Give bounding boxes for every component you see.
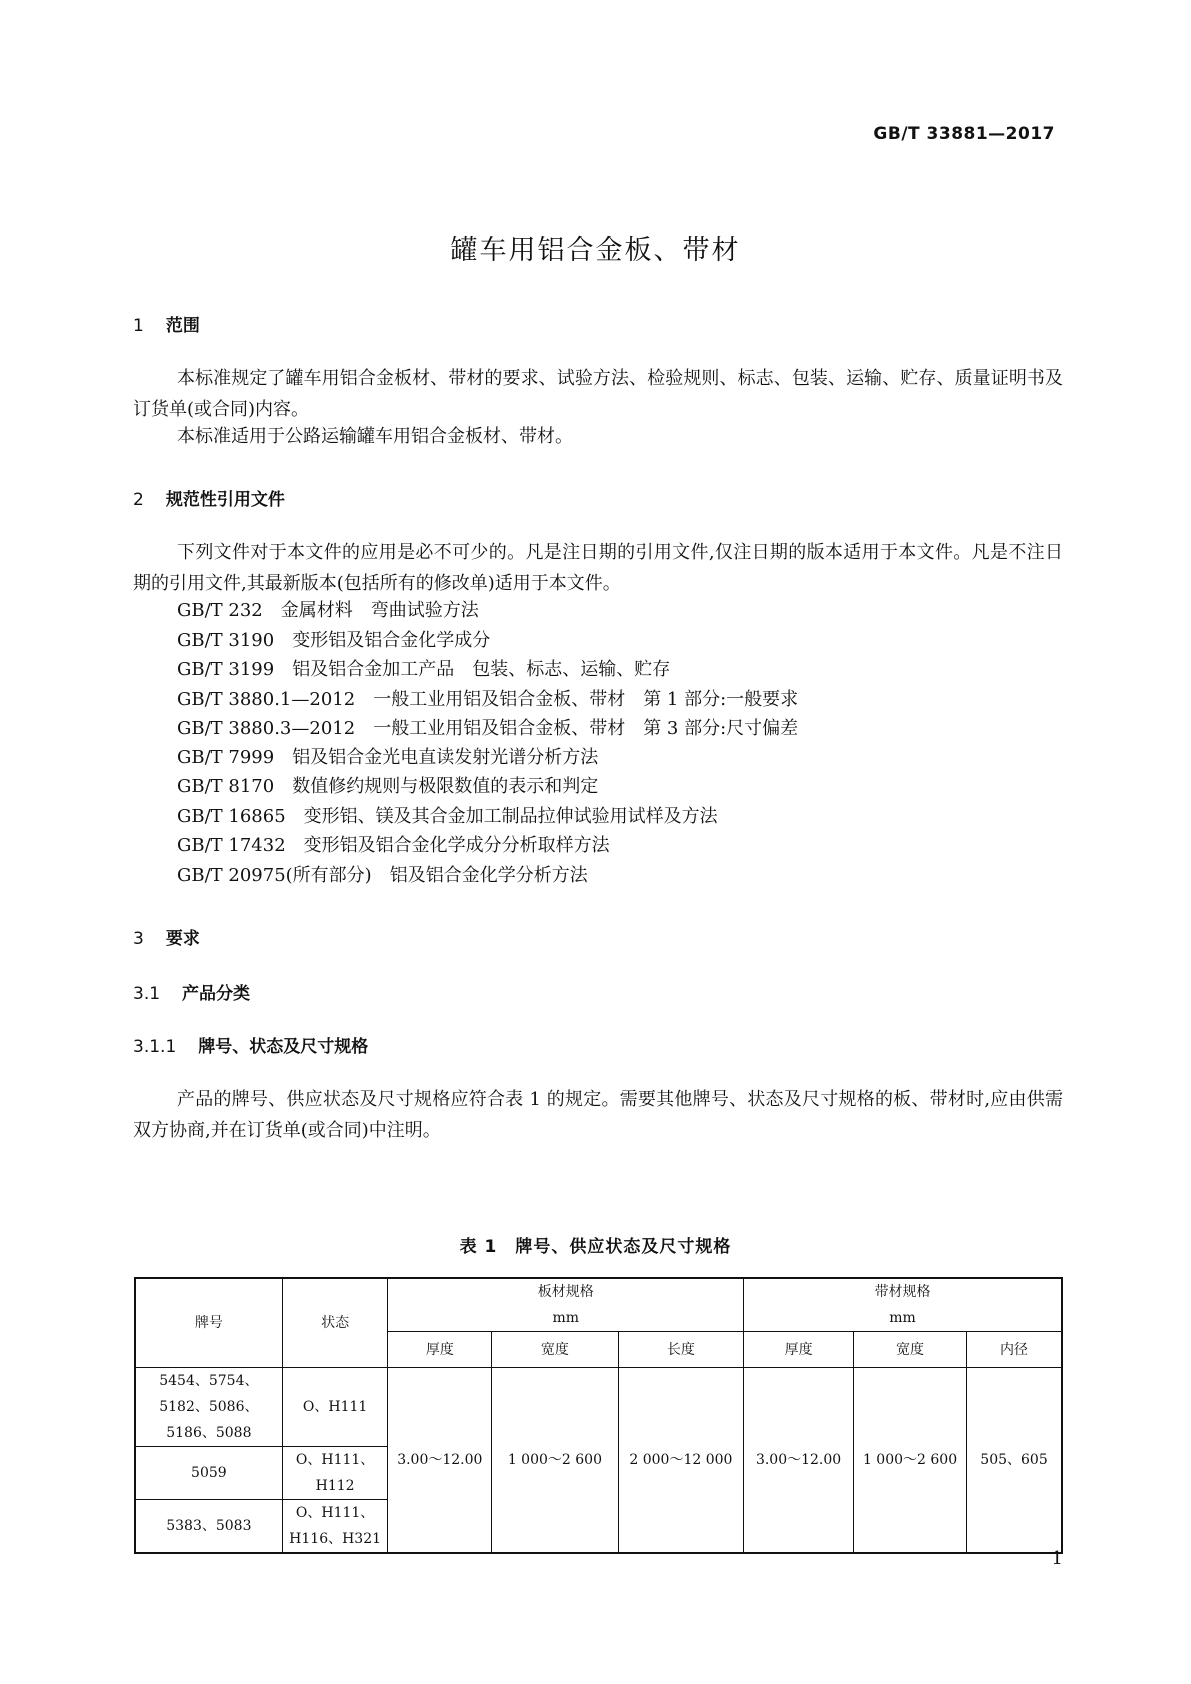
header-strip-spec	[744, 1278, 1062, 1332]
temper-cell: O、H111、H112	[282, 1447, 388, 1500]
header-grade: 牌号	[135, 1278, 282, 1368]
section-title: 要求	[165, 929, 200, 949]
grade-cell: 5383、5083	[135, 1500, 282, 1554]
table-header-row	[135, 1278, 1062, 1332]
section-3-1-1-paragraph-1: 产品的牌号、供应状态及尺寸规格应符合表 1 的规定。需要其他牌号、状态及尺寸规格的板、带材时,应由供需双方协商,并在订货单(或合同)中注明。	[133, 1089, 1063, 1141]
value-cell: 3.00～12.00	[744, 1368, 854, 1554]
document-title: 罐车用铝合金板、带材	[450, 235, 741, 266]
section-1-paragraph-2: 本标准适用于公路运输罐车用铝合金板材、带材。	[177, 426, 573, 447]
section-title: 产品分类	[182, 984, 251, 1004]
plate-spec-label: 板材规格	[537, 1284, 594, 1300]
value-cell: 2 000～12 000	[618, 1368, 743, 1554]
header-plate-spec	[388, 1278, 744, 1332]
section-number: 3	[133, 929, 144, 949]
section-3-1-1-heading	[133, 1032, 368, 1057]
standard-number: GB/T 33881—2017	[873, 124, 1055, 144]
plate-spec-unit: mm	[552, 1310, 580, 1326]
reference-item: GB/T 232 金属材料 弯曲试验方法	[177, 600, 479, 621]
temper-cell: O、H111、H116、H321	[282, 1500, 388, 1554]
subheader-cell: 厚度	[388, 1332, 492, 1368]
value-cell: 1 000～2 600	[492, 1368, 619, 1554]
reference-item: GB/T 8170 数值修约规则与极限数值的表示和判定	[177, 776, 599, 797]
table-caption: 表 1 牌号、供应状态及尺寸规格	[459, 1237, 732, 1257]
subheader-cell: 厚度	[744, 1332, 854, 1368]
reference-item: GB/T 20975(所有部分) 铝及铝合金化学分析方法	[177, 865, 588, 886]
page-number: 1	[1051, 1548, 1063, 1569]
grade-cell: 5059	[135, 1447, 282, 1500]
value-cell: 1 000～2 600	[854, 1368, 967, 1554]
subheader-cell: 宽度	[492, 1332, 619, 1368]
section-1-paragraph-1: 本标准规定了罐车用铝合金板材、带材的要求、试验方法、检验规则、标志、包装、运输、贮存、质量证明书及订货单(或合同)内容。	[133, 368, 1063, 420]
section-2-heading	[133, 485, 285, 510]
reference-item: GB/T 17432 变形铝及铝合金化学成分分析取样方法	[177, 835, 610, 856]
section-number: 3.1.1	[133, 1037, 177, 1057]
section-title: 规范性引用文件	[165, 490, 285, 510]
strip-spec-label: 带材规格	[874, 1284, 931, 1300]
grade-cell: 5454、5754、5182、5086、5186、5088	[135, 1368, 282, 1447]
section-1-heading	[133, 311, 200, 336]
subheader-cell: 宽度	[854, 1332, 967, 1368]
subheader-cell: 长度	[618, 1332, 743, 1368]
section-3-heading	[133, 924, 200, 949]
section-3-1-heading	[133, 979, 250, 1004]
reference-item: GB/T 3190 变形铝及铝合金化学成分	[177, 630, 491, 651]
strip-spec-unit: mm	[889, 1310, 916, 1326]
reference-item: GB/T 7999 铝及铝合金光电直读发射光谱分析方法	[177, 747, 599, 768]
section-title: 范围	[165, 316, 200, 336]
section-number: 3.1	[133, 984, 161, 1004]
section-number: 1	[133, 316, 144, 336]
reference-item: GB/T 3199 铝及铝合金加工产品 包装、标志、运输、贮存	[177, 659, 671, 680]
header-temper: 状态	[282, 1278, 388, 1368]
value-cell: 3.00～12.00	[388, 1368, 492, 1554]
section-number: 2	[133, 490, 144, 510]
spec-table	[134, 1277, 1063, 1554]
section-2-paragraph-1: 下列文件对于本文件的应用是必不可少的。凡是注日期的引用文件,仅注日期的版本适用于本文件。凡是不注日期的引用文件,其最新版本(包括所有的修改单)适用于本文件。	[133, 542, 1063, 594]
reference-item: GB/T 3880.3—2012 一般工业用铝及铝合金板、带材 第 3 部分:尺寸偏差	[177, 718, 799, 739]
reference-item: GB/T 3880.1—2012 一般工业用铝及铝合金板、带材 第 1 部分:一般要求	[177, 689, 799, 710]
subheader-cell: 内径	[967, 1332, 1062, 1368]
table-row	[135, 1368, 1062, 1447]
value-cell: 505、605	[967, 1368, 1062, 1554]
reference-item: GB/T 16865 变形铝、镁及其合金加工制品拉伸试验用试样及方法	[177, 806, 718, 827]
temper-cell: O、H111	[282, 1368, 388, 1447]
section-title: 牌号、状态及尺寸规格	[198, 1037, 369, 1057]
